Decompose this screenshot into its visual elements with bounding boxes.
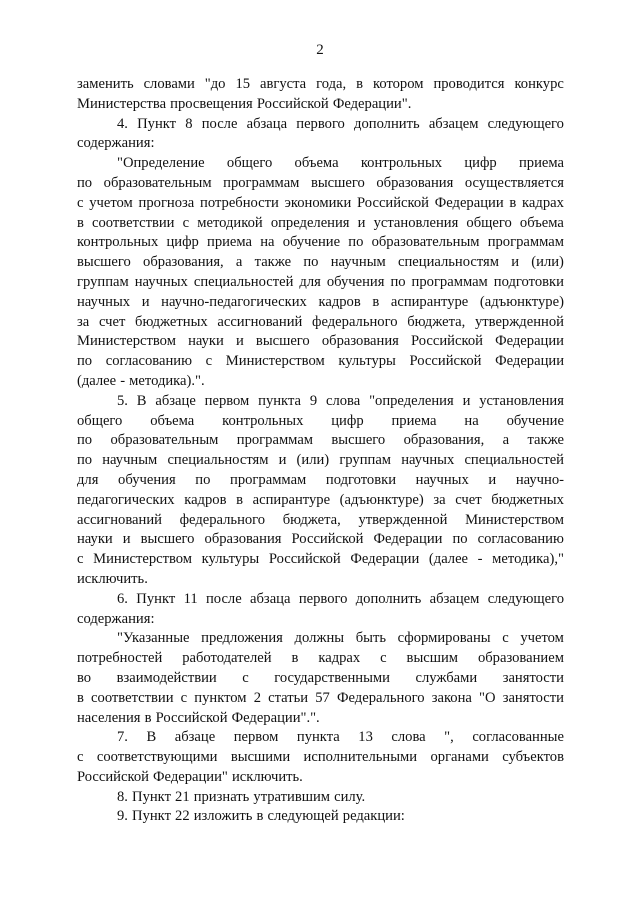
text-word: установления <box>479 392 564 409</box>
text-word: органами <box>430 749 489 766</box>
text-line <box>77 491 564 511</box>
text-word: программам <box>236 432 314 449</box>
text-word: "Определение <box>117 155 205 172</box>
text-word: соответствии <box>92 214 175 231</box>
page-number: 2 <box>316 42 324 58</box>
text-word: в <box>144 709 152 726</box>
text-word: первом <box>233 729 279 746</box>
text-word: в <box>509 194 517 211</box>
text-word: определения <box>270 214 350 231</box>
text-word: силу. <box>334 788 366 805</box>
text-word: дополнить <box>354 115 420 132</box>
text-word: методика).". <box>129 372 205 389</box>
text-line <box>77 689 564 709</box>
text-line <box>77 332 564 352</box>
text-word: Российской <box>268 551 341 568</box>
text-word: в <box>372 293 380 310</box>
text-word: общего <box>466 214 512 231</box>
text-word: образования, <box>403 432 485 449</box>
text-line <box>77 233 564 253</box>
text-word: образовательным <box>103 174 212 191</box>
text-word: абзаца <box>250 590 291 607</box>
text-word: научным <box>102 452 158 469</box>
text-line <box>77 768 564 788</box>
text-word: слова <box>391 729 426 746</box>
text-word: науки <box>77 531 113 548</box>
text-word: за <box>433 491 446 508</box>
text-word: во <box>77 669 92 686</box>
text-word: а <box>235 254 243 271</box>
text-word: общего <box>226 155 273 172</box>
text-word: Федерации <box>434 194 504 211</box>
text-word: с <box>77 551 84 568</box>
text-word: утратившим <box>253 788 331 805</box>
text-word: также <box>254 254 292 271</box>
text-word: методикой <box>197 214 263 231</box>
text-word: кадрах <box>522 194 564 211</box>
text-word: 9 <box>309 392 318 409</box>
text-word: пунктом <box>194 689 247 706</box>
text-word: и <box>122 531 131 548</box>
text-word: установления <box>373 214 459 231</box>
text-word: высшим <box>406 650 459 667</box>
text-word: 11 <box>183 590 198 607</box>
text-word: Российской <box>409 353 482 370</box>
text-word: 57 <box>315 689 330 706</box>
text-line <box>77 629 564 649</box>
text-line <box>77 154 564 174</box>
text-line <box>77 590 564 610</box>
text-word: Министерством <box>93 551 193 568</box>
text-word: Федерального <box>336 689 425 706</box>
text-word: счет <box>98 313 126 330</box>
text-word: бюджета, <box>282 511 341 528</box>
text-word: цифр <box>331 412 364 429</box>
text-word: согласованию <box>105 353 193 370</box>
text-word: обучение <box>506 412 564 429</box>
text-word: осуществляется <box>464 174 564 191</box>
text-word: обучения <box>326 273 385 290</box>
text-word: научных <box>134 273 188 290</box>
text-word: следующей <box>267 808 339 825</box>
text-word: 21 <box>175 788 190 805</box>
text-word: 8. <box>117 788 128 805</box>
text-word: счет <box>455 491 482 508</box>
text-word: Министерством <box>465 511 564 528</box>
text-word: года, <box>316 76 347 92</box>
text-word: Федерации <box>495 353 564 370</box>
text-word: специальностей <box>464 452 564 469</box>
text-word: изложить <box>193 808 253 825</box>
text-word: (или) <box>531 254 564 271</box>
text-word: цифр <box>464 155 497 172</box>
text-word: утвержденной <box>358 511 448 528</box>
text-word: (или) <box>296 452 330 469</box>
text-word: дополнить <box>355 590 422 607</box>
text-line <box>77 748 564 768</box>
text-line <box>77 412 564 432</box>
text-word: Федерации". <box>332 95 412 112</box>
text-word: по <box>195 471 211 488</box>
text-word: общего <box>77 412 123 429</box>
text-word: и <box>357 214 366 231</box>
text-word: научно- <box>515 471 564 488</box>
text-word: культуры <box>201 551 260 568</box>
text-line <box>77 511 564 531</box>
text-word: "Указанные <box>117 630 190 647</box>
text-word: - <box>477 551 483 568</box>
text-word: первого <box>298 590 348 607</box>
text-word: приема <box>207 234 253 251</box>
text-word: с <box>380 650 387 667</box>
text-word: Федерации".". <box>231 709 320 726</box>
text-word: с <box>77 749 84 766</box>
text-word: после <box>205 590 242 607</box>
text-word: (адъюнктуре) <box>479 293 564 310</box>
text-line <box>77 134 564 154</box>
text-word: образования, <box>143 254 224 271</box>
text-word: (далее <box>428 551 469 568</box>
text-word: методика)," <box>492 551 564 568</box>
text-line <box>77 570 564 590</box>
text-word: 7. <box>117 729 128 746</box>
text-word: специальностям <box>167 452 269 469</box>
text-word: 5. <box>117 392 128 409</box>
text-word: в <box>77 214 84 231</box>
text-line <box>77 610 564 630</box>
text-word: после <box>201 115 238 132</box>
text-word: научно-педагогических <box>161 293 307 310</box>
text-word: экономики <box>284 194 352 211</box>
text-word: потребностей <box>77 650 163 667</box>
text-word: с <box>182 214 190 231</box>
text-word: согласованию <box>477 531 564 548</box>
text-word: федерального <box>312 313 398 330</box>
text-word: населения <box>77 709 141 726</box>
text-word: на <box>464 412 479 429</box>
text-word: Российской <box>155 709 228 726</box>
text-word: абзаце <box>174 729 216 746</box>
text-word: Пункт <box>136 590 176 607</box>
text-line <box>77 352 564 372</box>
text-word: котором <box>372 76 424 92</box>
text-line <box>77 75 564 95</box>
text-word: специальностей <box>193 273 294 290</box>
text-word: в <box>77 689 84 706</box>
text-word: за <box>77 313 90 330</box>
text-word: объема <box>150 412 195 429</box>
text-line <box>77 313 564 333</box>
text-word: контрольных <box>360 155 443 172</box>
text-word: бюджета, <box>407 313 466 330</box>
text-word: контрольных <box>222 412 304 429</box>
text-word: занятости <box>502 669 564 686</box>
text-word: следующего <box>487 590 564 607</box>
text-word: для <box>299 273 321 290</box>
text-line <box>77 451 564 471</box>
text-word: "О <box>479 689 496 706</box>
text-word: Федерации <box>373 531 443 548</box>
text-line <box>77 471 564 491</box>
text-word: Российской <box>256 95 329 112</box>
text-line <box>77 649 564 669</box>
text-word: "определения <box>369 392 454 409</box>
text-word: Федерации <box>495 333 564 350</box>
text-word: В <box>146 729 157 746</box>
text-word: Российской <box>411 333 483 350</box>
text-word: федерального <box>179 511 266 528</box>
text-word: 2 <box>253 689 261 706</box>
text-word: потребности <box>200 194 279 211</box>
text-word: работодателей <box>182 650 272 667</box>
text-line <box>77 115 564 135</box>
text-word: 4. <box>117 115 128 132</box>
text-word: программам <box>487 234 564 251</box>
text-word: следующего <box>487 115 564 132</box>
text-word: программам <box>411 273 488 290</box>
text-word: - <box>120 372 126 389</box>
text-word: высшего <box>331 432 386 449</box>
text-word: обучение <box>282 234 341 251</box>
text-word: научным <box>330 254 386 271</box>
text-word: контрольных <box>77 234 159 251</box>
text-line <box>77 214 564 234</box>
text-word: 15 <box>235 76 251 92</box>
text-word: обучения <box>118 471 176 488</box>
text-word: подготовки <box>493 273 564 290</box>
text-word: взаимодействии <box>116 669 217 686</box>
text-word: культуры <box>338 353 396 370</box>
text-word: в <box>291 650 299 667</box>
text-word: с <box>242 669 249 686</box>
text-word: научных <box>77 293 131 310</box>
text-word: для <box>77 471 99 488</box>
text-word: исполнительными <box>303 749 418 766</box>
text-word: 8 <box>185 115 193 132</box>
text-word: педагогических <box>77 491 175 508</box>
text-word: августа <box>259 76 307 92</box>
text-word: быть <box>355 630 386 647</box>
text-line <box>77 807 564 827</box>
text-word: учетом <box>520 630 564 647</box>
text-word: и <box>511 254 520 271</box>
text-word: ", <box>444 729 454 746</box>
text-word: учетом <box>89 194 133 211</box>
text-line <box>77 669 564 689</box>
text-word: и <box>488 471 497 488</box>
text-word: признать <box>193 788 250 805</box>
text-word: В <box>136 392 147 409</box>
text-word: на <box>260 234 275 251</box>
document-body <box>77 75 564 827</box>
text-word: Федерации <box>350 551 420 568</box>
text-word: абзаца <box>246 115 288 132</box>
text-word: проводится <box>433 76 505 92</box>
text-line <box>77 392 564 412</box>
text-word: также <box>527 432 564 449</box>
text-word: по <box>348 234 364 251</box>
text-word: пункта <box>258 392 301 409</box>
text-line <box>77 95 564 115</box>
text-word: 13 <box>358 729 373 746</box>
text-word: науки <box>188 333 224 350</box>
text-word: государственными <box>274 669 390 686</box>
text-word: высшего <box>140 531 195 548</box>
text-word: программам <box>230 471 307 488</box>
text-word: ассигнований <box>217 313 303 330</box>
text-word: закона <box>431 689 472 706</box>
text-word: первом <box>204 392 250 409</box>
text-word: сформированы <box>397 630 491 647</box>
text-line <box>77 273 564 293</box>
text-word: в <box>256 808 264 825</box>
text-line <box>77 728 564 748</box>
text-word: высшими <box>230 749 291 766</box>
text-word: образованием <box>477 650 564 667</box>
text-word: научных <box>401 452 455 469</box>
text-word: абзацем <box>428 115 479 132</box>
text-word: пункта <box>296 729 340 746</box>
text-word: должны <box>294 630 345 647</box>
text-word: Пункт <box>132 808 171 825</box>
text-word: кадров <box>184 491 227 508</box>
text-line <box>77 253 564 273</box>
text-word: с <box>77 194 84 211</box>
text-word: Российской <box>291 531 364 548</box>
text-word: 6. <box>117 590 128 607</box>
text-word: кадрах <box>318 650 361 667</box>
text-word: с <box>180 689 188 706</box>
text-word: утвержденной <box>474 313 564 330</box>
text-word: с <box>502 630 509 647</box>
text-word: Российской <box>77 768 149 785</box>
text-word: Министерством <box>77 333 176 350</box>
text-word: Федерации" <box>153 768 228 785</box>
text-word: по <box>452 531 468 548</box>
text-word: бюджетных <box>135 313 208 330</box>
text-word: объема <box>294 155 339 172</box>
text-word: "до <box>204 76 226 92</box>
text-line <box>77 550 564 570</box>
text-word: аспирантуре <box>252 491 331 508</box>
text-word: и <box>141 293 150 310</box>
text-line <box>77 530 564 550</box>
text-line <box>77 194 564 214</box>
text-word: по <box>77 353 93 370</box>
text-word: (далее <box>77 372 117 389</box>
text-word: группам <box>339 452 392 469</box>
text-word: приема <box>518 155 564 172</box>
text-word: (адъюнктуре) <box>339 491 424 508</box>
text-line <box>77 431 564 451</box>
text-word: в <box>236 491 243 508</box>
text-word: исключить. <box>231 768 303 785</box>
text-word: приема <box>391 412 437 429</box>
text-word: субъектов <box>502 749 564 766</box>
text-word: а <box>502 432 510 449</box>
text-word: просвещения <box>170 95 253 112</box>
text-word: с <box>205 353 213 370</box>
text-word: и <box>278 452 287 469</box>
text-word: программам <box>223 174 300 191</box>
text-word: редакции: <box>342 808 405 825</box>
text-word: объема <box>519 214 564 231</box>
text-word: подготовки <box>325 471 397 488</box>
text-word: словами <box>143 76 195 92</box>
text-word: Пункт <box>137 115 177 132</box>
text-word: по <box>303 254 319 271</box>
text-word: специальностям <box>398 254 500 271</box>
text-word: кадров <box>318 293 361 310</box>
text-word: соответствующими <box>96 749 218 766</box>
text-word: статьи <box>268 689 309 706</box>
text-word: предложения <box>201 630 283 647</box>
text-word: и <box>235 333 244 350</box>
text-word: образовательным <box>371 234 480 251</box>
text-word: образования <box>321 333 399 350</box>
text-word: исключить. <box>77 570 148 587</box>
text-word: согласованные <box>472 729 564 746</box>
text-word: 22 <box>175 808 190 825</box>
text-word: группам <box>77 273 129 290</box>
text-word: службами <box>415 669 478 686</box>
text-word: бюджетных <box>491 491 564 508</box>
text-word: высшего <box>255 333 310 350</box>
text-word: аспирантуре <box>390 293 469 310</box>
text-word: в <box>356 76 364 92</box>
text-line <box>77 709 564 729</box>
text-word: образования <box>204 531 282 548</box>
text-word: слова <box>325 392 361 409</box>
text-word: по <box>77 452 93 469</box>
text-word: заменить <box>77 76 134 92</box>
text-word: Российской <box>357 194 429 211</box>
text-word: Министерства <box>77 95 167 112</box>
text-word: первого <box>296 115 345 132</box>
text-line <box>77 788 564 808</box>
text-word: ассигнований <box>77 511 162 528</box>
text-word: конкурс <box>514 76 564 92</box>
text-word: цифр <box>166 234 199 251</box>
text-word: образования <box>376 174 454 191</box>
text-line <box>77 174 564 194</box>
text-word: высшего <box>77 254 131 271</box>
text-word: прогноза <box>138 194 195 211</box>
text-word: Пункт <box>132 788 171 805</box>
text-line <box>77 372 564 392</box>
text-word: содержания: <box>77 135 155 152</box>
text-word: соответствии <box>91 689 174 706</box>
text-word: по <box>77 174 93 191</box>
text-word: и <box>462 392 471 409</box>
text-word: по <box>77 432 93 449</box>
text-word: образовательным <box>110 432 219 449</box>
text-word: 9. <box>117 808 128 825</box>
text-word: занятости <box>502 689 564 706</box>
text-word: высшего <box>310 174 365 191</box>
text-word: по <box>390 273 406 290</box>
text-word: абзаце <box>155 392 196 409</box>
text-line <box>77 293 564 313</box>
text-word: научных <box>415 471 469 488</box>
text-word: абзацем <box>429 590 480 607</box>
text-word: Министерством <box>225 353 325 370</box>
text-word: содержания: <box>77 610 155 627</box>
